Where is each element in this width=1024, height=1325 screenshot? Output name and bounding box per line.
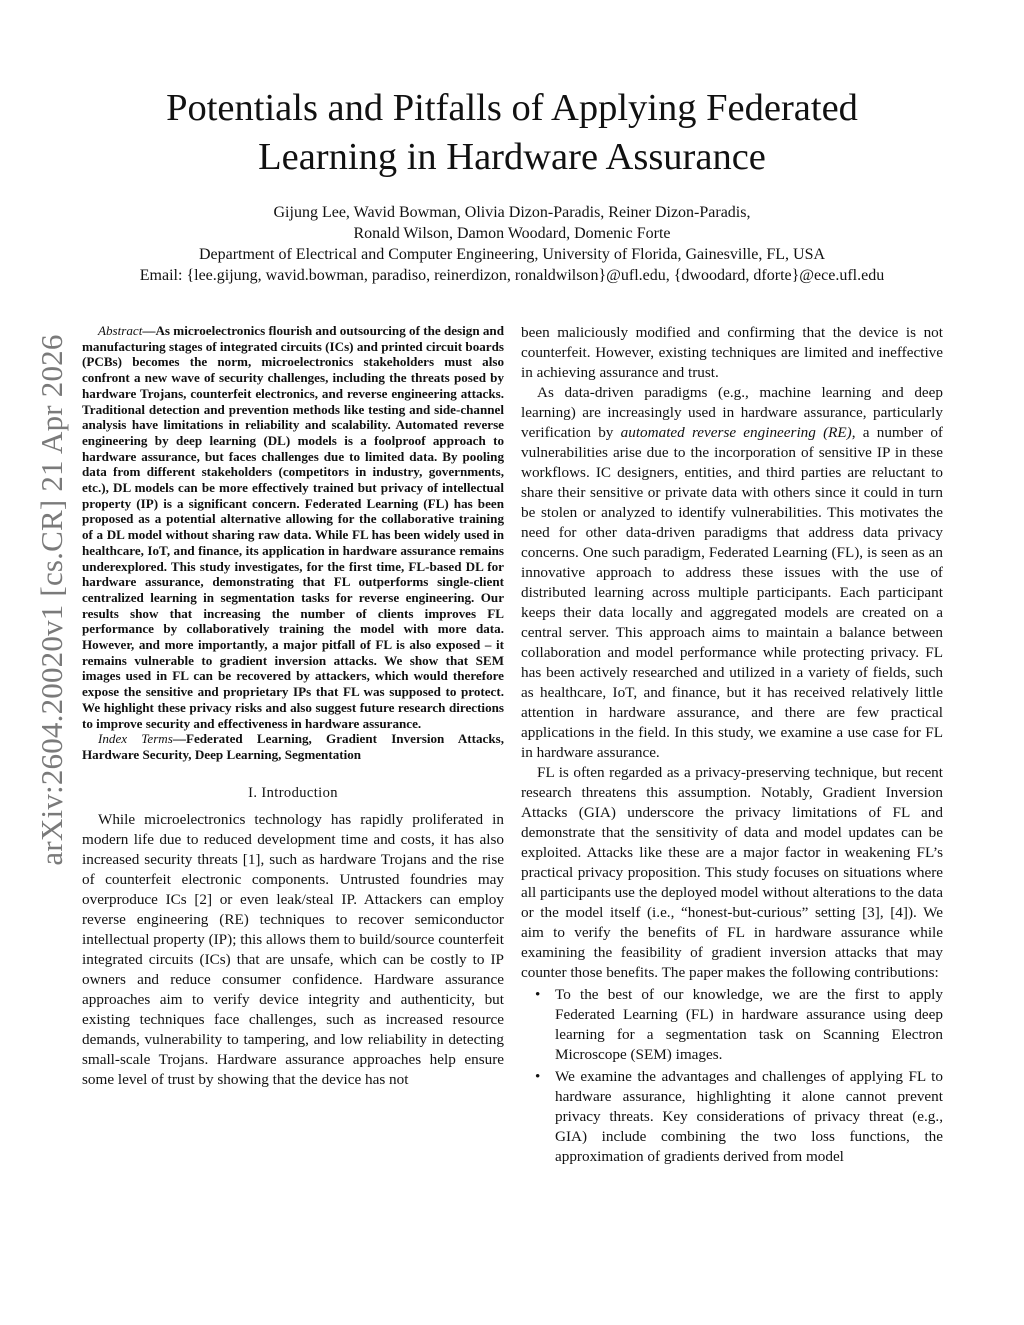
intro-paragraph-1: While microelectronics technology has rapidly proliferated in modern life due to reduced development time and costs, it has also increased security threats [1], such as hardware Trojans and the rise of counterfeit electronic components. Untrusted foundries may overproduce ICs [2] or even leak/steal IP. Attackers can employ reverse engineering (RE) techniques to recover semiconductor intellectual property (IP); this allows them to build/source counterfeit integrated circuits (ICs) that are unsafe, which can be costly to IP owners and reduce consumer confidence. Hardware assurance approaches aim to verify device integrity and authenticity, but existing techniques face challenges, such as increased resource demands, vulnerability to tampering, and low reliability in detecting small-scale Trojans. Hardware assurance approaches help ensure some level of trust by showing that the device has not bbox=[82, 810, 504, 1088]
intro-paragraph-2-start: As data-driven paradigms (e.g., machine learning and deep learning) are increasingly used in hardware assurance, particularly verification by bbox=[521, 384, 943, 441]
author-block bbox=[80, 202, 944, 286]
arxiv-identifier bbox=[26, 190, 78, 1010]
index-terms bbox=[82, 731, 504, 762]
bullet-icon: • bbox=[535, 986, 541, 1003]
index-terms-label: Index Terms bbox=[98, 731, 173, 747]
contribution-text: To the best of our knowledge, we are the first to apply Federated Learning (FL) in hardware assurance using deep learning for a segmentation task on Scanning Electron Microscope (SEM) images. bbox=[555, 986, 943, 1063]
intro-paragraph-1-continued: been maliciously modified and confirming that the device is not counterfeit. However, existing techniques are limited and ineffective in achieving assurance and trust. bbox=[521, 324, 943, 381]
intro-paragraph-3: FL is often regarded as a privacy-preserving technique, but recent research threatens this assumption. Notably, Gradient Inversion Attacks (GIA) underscore the privacy limitations of FL and demonstrate that the sensitivity of data and model updates can be exploited. Attacks like these are a major factor in weakening FL’s practical privacy proposition. This study focuses on situations where all participants use the deployed model without alterations to the data or the model itself (i.e., “honest-but-curious” setting [3], [4]). We aim to verify the benefits of FL in hardware assurance while examining the feasibility of gradient inversion attacks that may counter those benefits. The paper makes the following contributions: bbox=[521, 764, 943, 981]
paper-title bbox=[80, 84, 944, 182]
abstract-text: —As microelectronics flourish and outsourcing of the design and manufacturing stages of integrated circuits (ICs) and printed circuit boards (PCBs) becomes the norm, microelectronics stakeholders must also confront a new wave of security challenges, including the threats posed by hardware Trojans, counterfeit electronics, and reverse engineering attacks. Traditional detection and prevention methods like testing and side-channel analysis have limitations in reliability and scalability. Automated reverse engineering by deep learning (DL) models is a foolproof approach to hardware assurance, but faces challenges due to limited data. By pooling data from different stakeholders (competitors in industry, governments, etc.), DL models can be more effectively trained but privacy of intellectual property (IP) is a significant concern. Federated Learning (FL) has been proposed as a potential alternative allowing for the collaborative training of a DL model without sharing raw data. While FL has been widely used in healthcare, IoT, and finance, its application in hardware assurance remains underexplored. This study investigates, for the first time, FL-based DL for hardware assurance, demonstrating that FL outperforms single-client centralized learning in segmentation tasks for reverse engineering. Our results show that increasing the number of clients improves FL performance by collaboratively training the model with more data. However, and more importantly, a major pitfall of FL is also exposed – it remains vulnerable to gradient inversion attacks. We show that SEM images used in FL can be recovered by attackers, which would therefore expose the sensitive and proprietary IPs that FL was supposed to protect. We highlight these privacy risks and also suggest future research directions to improve security and effectiveness in hardware assurance. bbox=[82, 323, 504, 731]
bullet-icon: • bbox=[535, 1068, 541, 1085]
contributions-list bbox=[521, 985, 943, 1167]
contribution-text: We examine the advantages and challenges of applying FL to hardware assurance, highlighting it alone cannot prevent privacy threats. Key considerations of privacy threat (e.g., GIA) include combining the two loss functions, the approximation of gradients derived from model bbox=[555, 1068, 943, 1165]
title-line-1: Potentials and Pitfalls of Applying Federated bbox=[166, 87, 858, 129]
abstract bbox=[82, 323, 504, 731]
arxiv-identifier-text: arXiv:2604.20020v1 [cs.CR] 21 Apr 2026 bbox=[34, 334, 69, 866]
right-column bbox=[521, 323, 943, 1169]
index-terms-text: —Federated Learning, Gradient Inversion Attacks, Hardware Security, Deep Learning, Segmentation bbox=[82, 731, 505, 762]
left-column bbox=[82, 323, 504, 1090]
email-line: Email: {lee.gijung, wavid.bowman, paradiso, reinerdizon, ronaldwilson}@ufl.edu, {dwoodard, dforte}@ece.ufl.edu bbox=[139, 267, 885, 284]
affiliation: Department of Electrical and Computer Engineering, University of Florida, Gainesville, FL, USA bbox=[198, 246, 826, 263]
section-heading-introduction: I. Introduction bbox=[248, 784, 338, 801]
authors-line-1: Gijung Lee, Wavid Bowman, Olivia Dizon-Paradis, Reiner Dizon-Paradis, bbox=[273, 204, 751, 221]
intro-paragraph-2 bbox=[521, 383, 943, 763]
authors-line-2: Ronald Wilson, Damon Woodard, Domenic Forte bbox=[353, 225, 671, 242]
contribution-item bbox=[535, 1067, 943, 1167]
contribution-item bbox=[535, 985, 943, 1065]
title-line-2: Learning in Hardware Assurance bbox=[258, 136, 766, 178]
intro-paragraph-2-emphasis: automated reverse engineering (RE) bbox=[620, 424, 852, 441]
abstract-label: Abstract bbox=[98, 323, 143, 338]
intro-paragraph-2-end: , a number of vulnerabilities arise due to the incorporation of sensitive IP in these workflows. IC designers, entities, and third parties are reluctant to share their sensitive or private data with others since it could in turn be stolen or analyzed to identify vulnerabilities. This motivates the need for other data-driven paradigms that address data privacy concerns. One such paradigm, Federated Learning (FL), is seen as an innovative approach to address these issues with the use of distributed learning across multiple participants. Each participant keeps their data locally and aggregated models are created on a central server. This approach aims to maintain a balance between collaboration and model performance while protecting privacy. FL has been actively researched and utilized in a variety of fields, such as healthcare, IoT, and finance, but it has received relatively little attention in hardware assurance, and there are few practical applications in the field. In this study, we examine a use case for FL in hardware assurance. bbox=[521, 424, 943, 761]
